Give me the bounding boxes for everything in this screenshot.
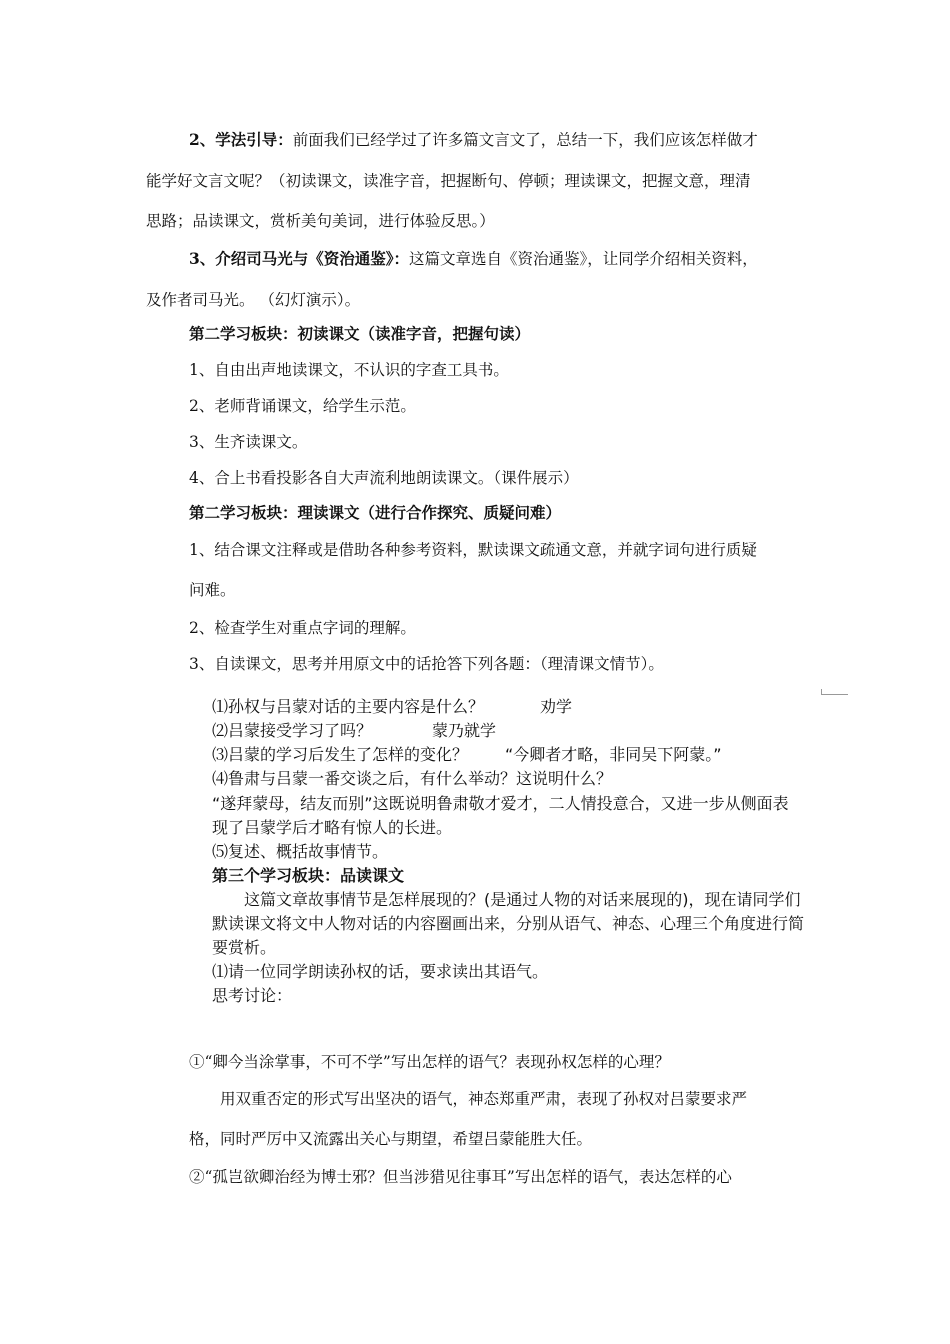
section2-item1-line2: 问难。: [189, 581, 236, 599]
section3-heading: 第三个学习板块：品读课文: [212, 866, 405, 885]
discussion-a1-line2: 格，同时严厉中又流露出关心与期望，希望吕蒙能胜大任。: [189, 1130, 593, 1148]
section1-item: 2、老师背诵课文，给学生示范。: [189, 397, 416, 415]
discussion-q1: ①“卿今当涂掌事，不可不学”写出怎样的语气？表现孙权怎样的心理？: [189, 1053, 670, 1071]
question-5: ⑸复述、概括故事情节。: [212, 842, 389, 861]
section1-item: 3、生齐读课文。: [189, 433, 308, 451]
section2-heading: 第二学习板块：理读课文（进行合作探究、质疑问难）: [189, 503, 562, 522]
para-study-method-line3: 思路；品读课文，赏析美句美词，进行体验反思。）: [146, 212, 495, 230]
para-intro-simaguang-text: 这篇文章选自《资治通鉴》，让同学介绍相关资料，: [409, 250, 758, 268]
para-study-method-line2: 能学好文言文呢？（初读课文，读准字音，把握断句、停顿；理读课文，把握文意，理清: [146, 172, 751, 190]
section3-task1: ⑴请一位同学朗读孙权的话，要求读出其语气。: [212, 962, 549, 981]
margin-corner-mark: [821, 689, 848, 695]
question-4: ⑷鲁肃与吕蒙一番交谈之后，有什么举动？这说明什么？: [212, 769, 613, 788]
discussion-q2: ②“孤岂欲卿治经为博士邪？但当涉猎见往事耳”写出怎样的语气，表达怎样的心: [189, 1168, 732, 1186]
section3-discuss-label: 思考讨论：: [212, 986, 293, 1005]
section3-intro-line3: 要赏析。: [212, 938, 277, 957]
answer-2: 蒙乃就学: [432, 721, 497, 740]
para-study-method-text: 前面我们已经学过了许多篇文言文了，总结一下，我们应该怎样做才: [292, 131, 758, 149]
discussion-a1-line1: 用双重否定的形式写出坚决的语气，神态郑重严肃，表现了孙权对吕蒙要求严: [220, 1090, 748, 1108]
para-intro-simaguang-head: 3、介绍司马光与《资治通鉴》：: [189, 249, 410, 268]
para-study-method-line1: [189, 130, 758, 150]
answer-3: “今卿者才略，非同吴下阿蒙。”: [505, 745, 722, 764]
question-2: ⑵吕蒙接受学习了吗？: [212, 721, 373, 740]
question-1: ⑴孙权与吕蒙对话的主要内容是什么？: [212, 697, 485, 716]
section3-intro-line1: 这篇文章故事情节是怎样展现的？(是通过人物的对话来展现的)，现在请同学们: [244, 890, 801, 909]
section1-heading: 第二学习板块：初读课文（读准字音，把握句读）: [189, 324, 531, 343]
para-intro-simaguang-line1: [189, 249, 758, 269]
para-intro-simaguang-line2: 及作者司马光。 （幻灯演示）。: [146, 291, 361, 309]
answer-4-line1: “遂拜蒙母，结友而别”这既说明鲁肃敬才爱才，二人情投意合，又进一步从侧面表: [212, 794, 789, 813]
section1-item: 4、合上书看投影各自大声流利地朗读课文。（课件展示）: [189, 469, 579, 487]
answer-1: 劝学: [540, 697, 573, 716]
para-study-method-head: 2、学法引导：: [189, 130, 293, 149]
question-3: ⑶吕蒙的学习后发生了怎样的变化？: [212, 745, 469, 764]
section2-item1-line1: 1、结合课文注释或是借助各种参考资料，默读课文疏通文意，并就字词句进行质疑: [189, 541, 757, 559]
section3-intro-line2: 默读课文将文中人物对话的内容圈画出来，分别从语气、神态、心理三个角度进行简: [212, 914, 805, 933]
section1-item: 1、自由出声地读课文，不认识的字查工具书。: [189, 361, 509, 379]
section2-item3: 3、自读课文，思考并用原文中的话抢答下列各题：（理清课文情节）。: [189, 655, 664, 673]
section2-item2: 2、检查学生对重点字词的理解。: [189, 619, 416, 637]
answer-4-line2: 现了吕蒙学后才略有惊人的长进。: [212, 818, 453, 837]
